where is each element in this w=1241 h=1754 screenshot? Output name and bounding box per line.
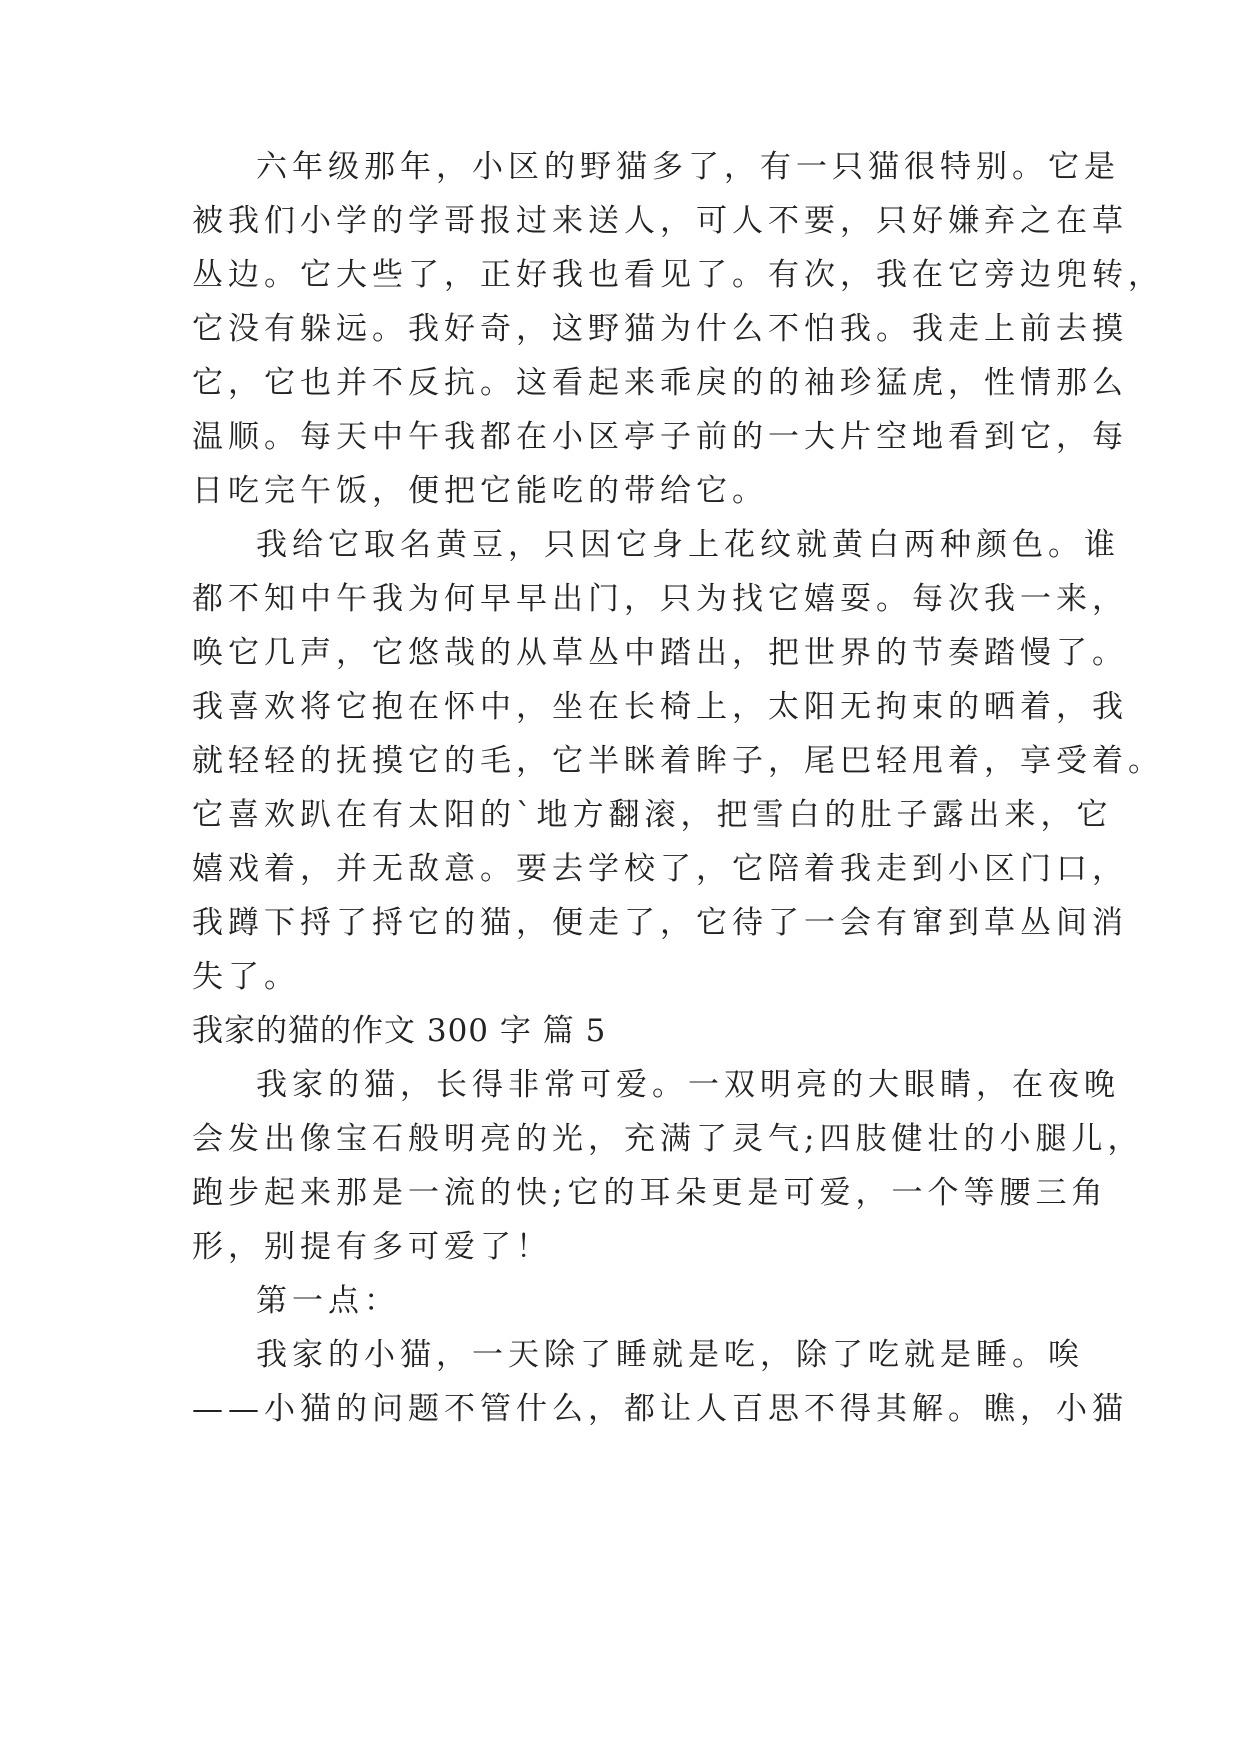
text-line: 六年级那年，小区的野猫多了，有一只猫很特别。它是 xyxy=(256,149,1120,185)
text-line: 我家的小猫，一天除了睡就是吃，除了吃就是睡。唉 xyxy=(256,1337,1084,1373)
text-line: 形，别提有多可爱了！ xyxy=(192,1229,552,1265)
text-line: 温顺。每天中午我都在小区亭子前的一大片空地看到它，每 xyxy=(192,419,1128,455)
text-line: ——小猫的问题不管什么，都让人百思不得其解。瞧，小猫 xyxy=(192,1391,1128,1427)
text-line: 它没有躲远。我好奇，这野猫为什么不怕我。我走上前去摸 xyxy=(192,311,1128,347)
text-line: 失了。 xyxy=(192,959,300,995)
text-line: 唤它几声，它悠哉的从草丛中踏出，把世界的节奏踏慢了。 xyxy=(192,635,1128,671)
text-line: 我家的猫，长得非常可爱。一双明亮的大眼睛，在夜晚 xyxy=(256,1067,1120,1103)
point-label: 第一点： xyxy=(256,1283,400,1319)
text-line: 我蹲下捋了捋它的猫，便走了，它待了一会有窜到草丛间消 xyxy=(192,905,1128,941)
text-line: 会发出像宝石般明亮的光，充满了灵气;四肢健壮的小腿儿， xyxy=(192,1121,1144,1157)
text-line: 跑步起来那是一流的快;它的耳朵更是可爱，一个等腰三角 xyxy=(192,1175,1108,1211)
text-line: 被我们小学的学哥报过来送人，可人不要，只好嫌弃之在草 xyxy=(192,203,1128,239)
text-line: 它喜欢趴在有太阳的`地方翻滚，把雪白的肚子露出来，它 xyxy=(192,797,1113,833)
text-line: 嬉戏着，并无敌意。要去学校了，它陪着我走到小区门口， xyxy=(192,851,1128,887)
text-line: 都不知中午我为何早早出门，只为找它嬉耍。每次我一来， xyxy=(192,581,1128,617)
text-line: 它，它也并不反抗。这看起来乖戾的的袖珍猛虎，性情那么 xyxy=(192,365,1128,401)
text-line: 我喜欢将它抱在怀中，坐在长椅上，太阳无拘束的晒着，我 xyxy=(192,689,1128,725)
section-heading: 我家的猫的作文 300 字 篇 5 xyxy=(192,1013,607,1049)
text-line: 就轻轻的抚摸它的毛，它半眯着眸子，尾巴轻甩着，享受着。 xyxy=(192,743,1164,779)
text-line: 我给它取名黄豆，只因它身上花纹就黄白两种颜色。谁 xyxy=(256,527,1120,563)
text-line: 丛边。它大些了，正好我也看见了。有次，我在它旁边兜转， xyxy=(192,257,1164,293)
text-line: 日吃完午饭，便把它能吃的带给它。 xyxy=(192,473,768,509)
